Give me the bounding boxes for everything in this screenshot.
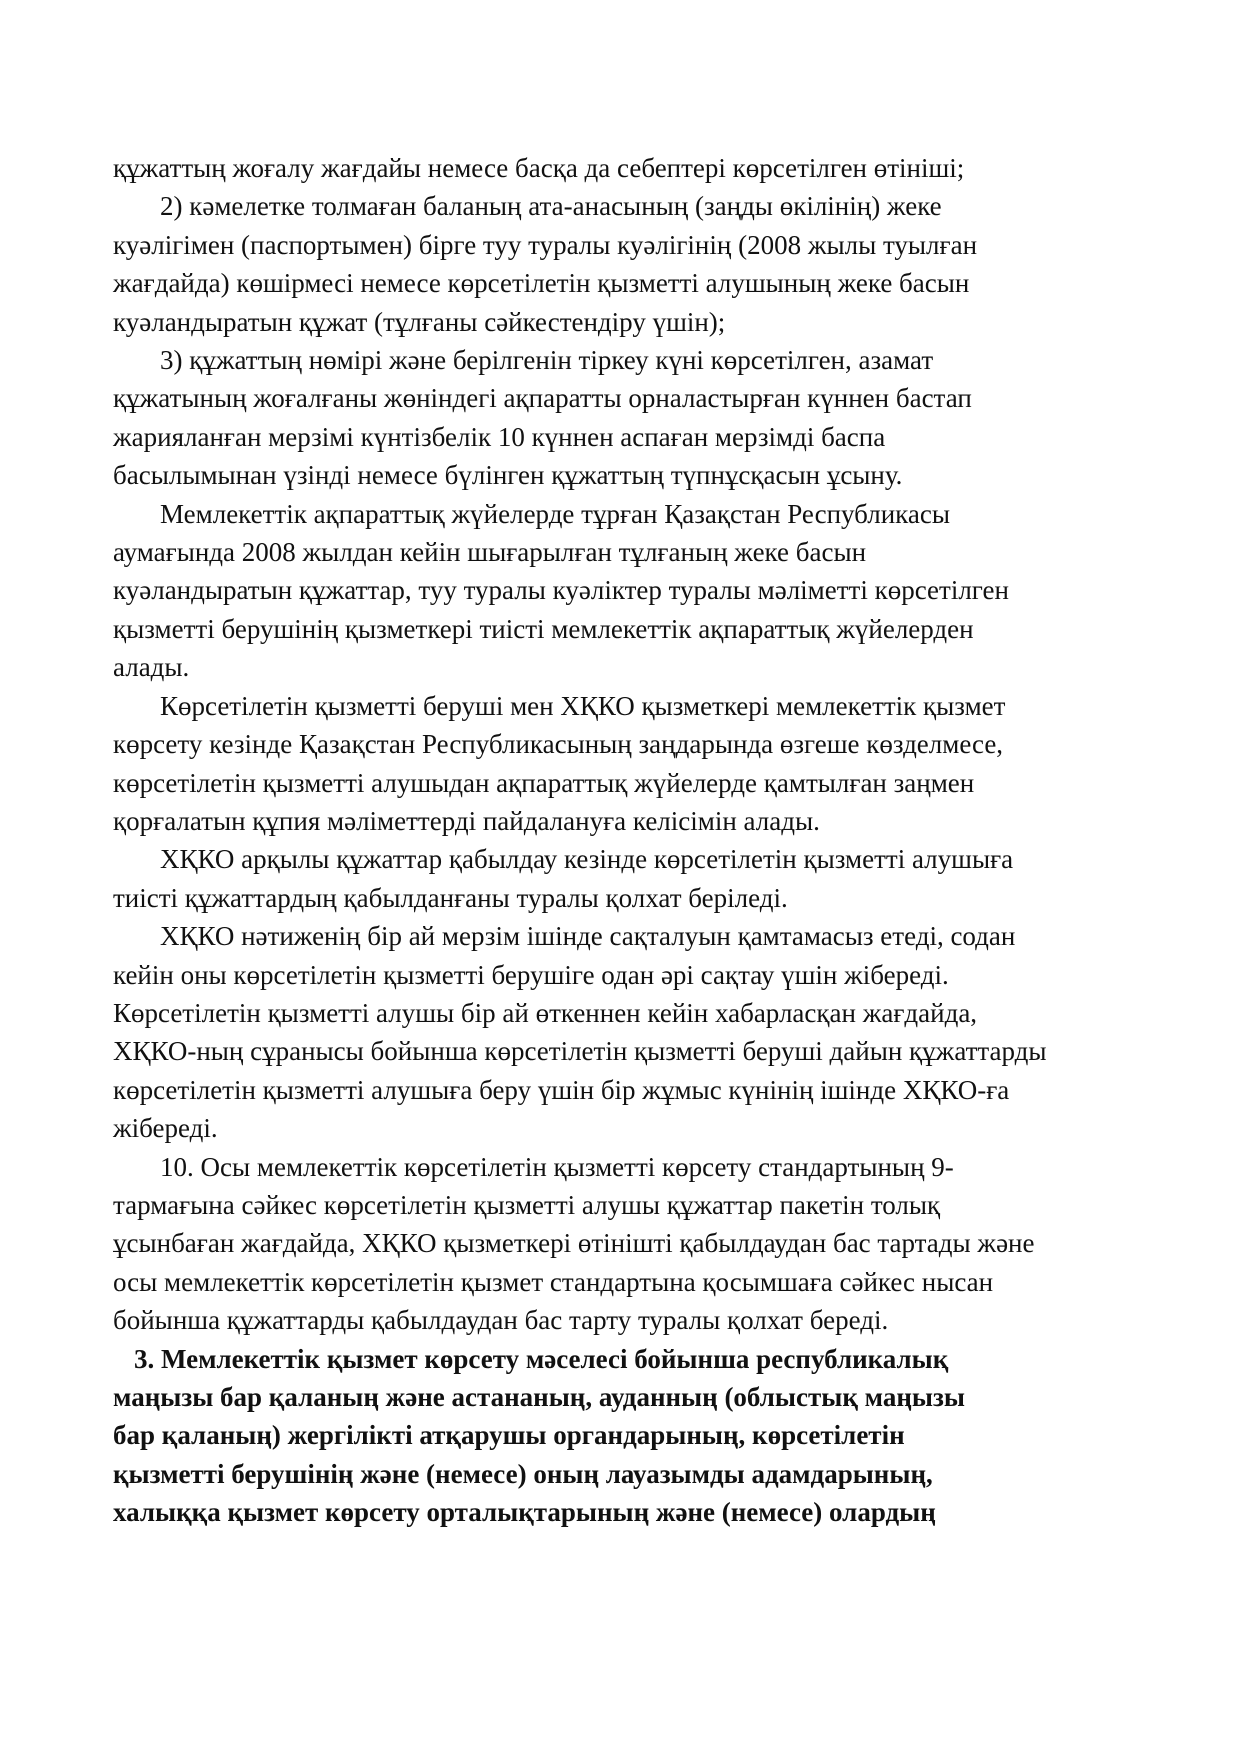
heading-line: халыққа қызмет көрсету орталықтарының және (немесе) олардың: [113, 1497, 936, 1528]
heading-line: маңызы бар қаланың және астананың, ауданның (облыстық маңызы: [113, 1382, 965, 1412]
paragraph-line: қызметті берушінің қызметкері тиісті мемлекеттік ақпараттық жүйелерден: [113, 613, 974, 644]
paragraph-line: ХҚКО арқылы құжаттар қабылдау кезінде көрсетілетін қызметті алушыға: [160, 844, 1014, 875]
paragraph-line: құжаттың жоғалу жағдайы немесе басқа да себептері көрсетілген өтініші;: [113, 153, 965, 183]
heading-line: 3. Мемлекеттік қызмет көрсету мәселесі бойынша республикалық: [134, 1343, 949, 1374]
paragraph-line: Мемлекеттік ақпараттық жүйелерде тұрған Қазақстан Республикасы: [160, 498, 950, 529]
paragraph-line: куәландыратын құжат (тұлғаны сәйкестендіру үшін);: [113, 306, 726, 337]
paragraph-line: ХҚКО нәтиженің бір ай мерзім ішінде сақталуын қамтамасыз етеді, содан: [160, 921, 1016, 952]
paragraph-line: ХҚКО-ның сұранысы бойынша көрсетілетін қызметті беруші дайын құжаттарды: [113, 1036, 1047, 1067]
paragraph-line: куәлігімен (паспортымен) бірге туу туралы куәлігінің (2008 жылы туылған: [113, 229, 978, 260]
paragraph-line: 3) құжаттың нөмірі және берілгенін тіркеу күні көрсетілген, азамат: [160, 345, 934, 376]
paragraph-line: жібереді.: [113, 1113, 218, 1144]
paragraph-line: басылымынан үзінді немесе бүлінген құжаттың түпнұсқасын ұсыну.: [113, 460, 903, 491]
paragraph-line: бойынша құжаттарды қабылдаудан бас тарту туралы қолхат береді.: [113, 1305, 889, 1336]
paragraph-line: көрсетілетін қызметті алушыдан ақпараттық жүйелерде қамтылған заңмен: [113, 767, 975, 798]
paragraph-line: куәландыратын құжаттар, туу туралы куәліктер туралы мәліметті көрсетілген: [113, 575, 1009, 606]
heading-line: қызметті берушінің және (немесе) оның лауазымды адамдарының,: [113, 1458, 933, 1489]
paragraph-line: құжатының жоғалғаны жөніндегі ақпаратты орналастырған күннен бастап: [113, 383, 972, 414]
paragraph-line: жарияланған мерзімі күнтізбелік 10 күннен аспаған мерзімді баспа: [113, 421, 886, 452]
paragraph-line: көрсетілетін қызметті алушыға беру үшін бір жұмыс күнінің ішінде ХҚКО-ға: [113, 1074, 1010, 1105]
document-body: [113, 149, 1133, 1532]
paragraph-line: 10. Осы мемлекеттік көрсетілетін қызметті көрсету стандартының 9-: [160, 1151, 954, 1182]
paragraph-line: Көрсетілетін қызметті беруші мен ХҚКО қызметкері мемлекеттік қызмет: [160, 690, 1006, 721]
section-heading: [113, 1340, 1133, 1532]
paragraph-line: кейін оны көрсетілетін қызметті берушіге одан әрі сақтау үшін жібереді.: [113, 959, 949, 990]
paragraph-line: аумағында 2008 жылдан кейін шығарылған тұлғаның жеке басын: [113, 537, 867, 568]
paragraph-line: көрсету кезінде Қазақстан Республикасының заңдарында өзгеше көзделмесе,: [113, 729, 1004, 760]
paragraph-line: Көрсетілетін қызметті алушы бір ай өткеннен кейін хабарласқан жағдайда,: [113, 997, 978, 1028]
heading-line: бар қаланың) жергілікті атқарушы органдарының, көрсетілетін: [113, 1420, 905, 1451]
paragraph-line: ұсынбаған жағдайда, ХҚКО қызметкері өтінішті қабылдаудан бас тартады және: [113, 1228, 1035, 1259]
paragraph-line: тармағына сәйкес көрсетілетін қызметті алушы құжаттар пакетін толық: [113, 1189, 941, 1220]
paragraph-line: 2) кәмелетке толмаған баланың ата-анасының (заңды өкілінің) жеке: [160, 191, 942, 222]
paragraph-line: жағдайда) көшірмесі немесе көрсетілетін қызметті алушының жеке басын: [113, 268, 970, 299]
paragraph-line: тиісті құжаттардың қабылданғаны туралы қолхат беріледі.: [113, 882, 788, 913]
paragraph-line: қорғалатын құпия мәліметтерді пайдалануға келісімін алады.: [113, 805, 820, 836]
paragraph-line: алады.: [113, 652, 190, 683]
paragraph-line: осы мемлекеттік көрсетілетін қызмет стандартына қосымшаға сәйкес нысан: [113, 1266, 994, 1297]
